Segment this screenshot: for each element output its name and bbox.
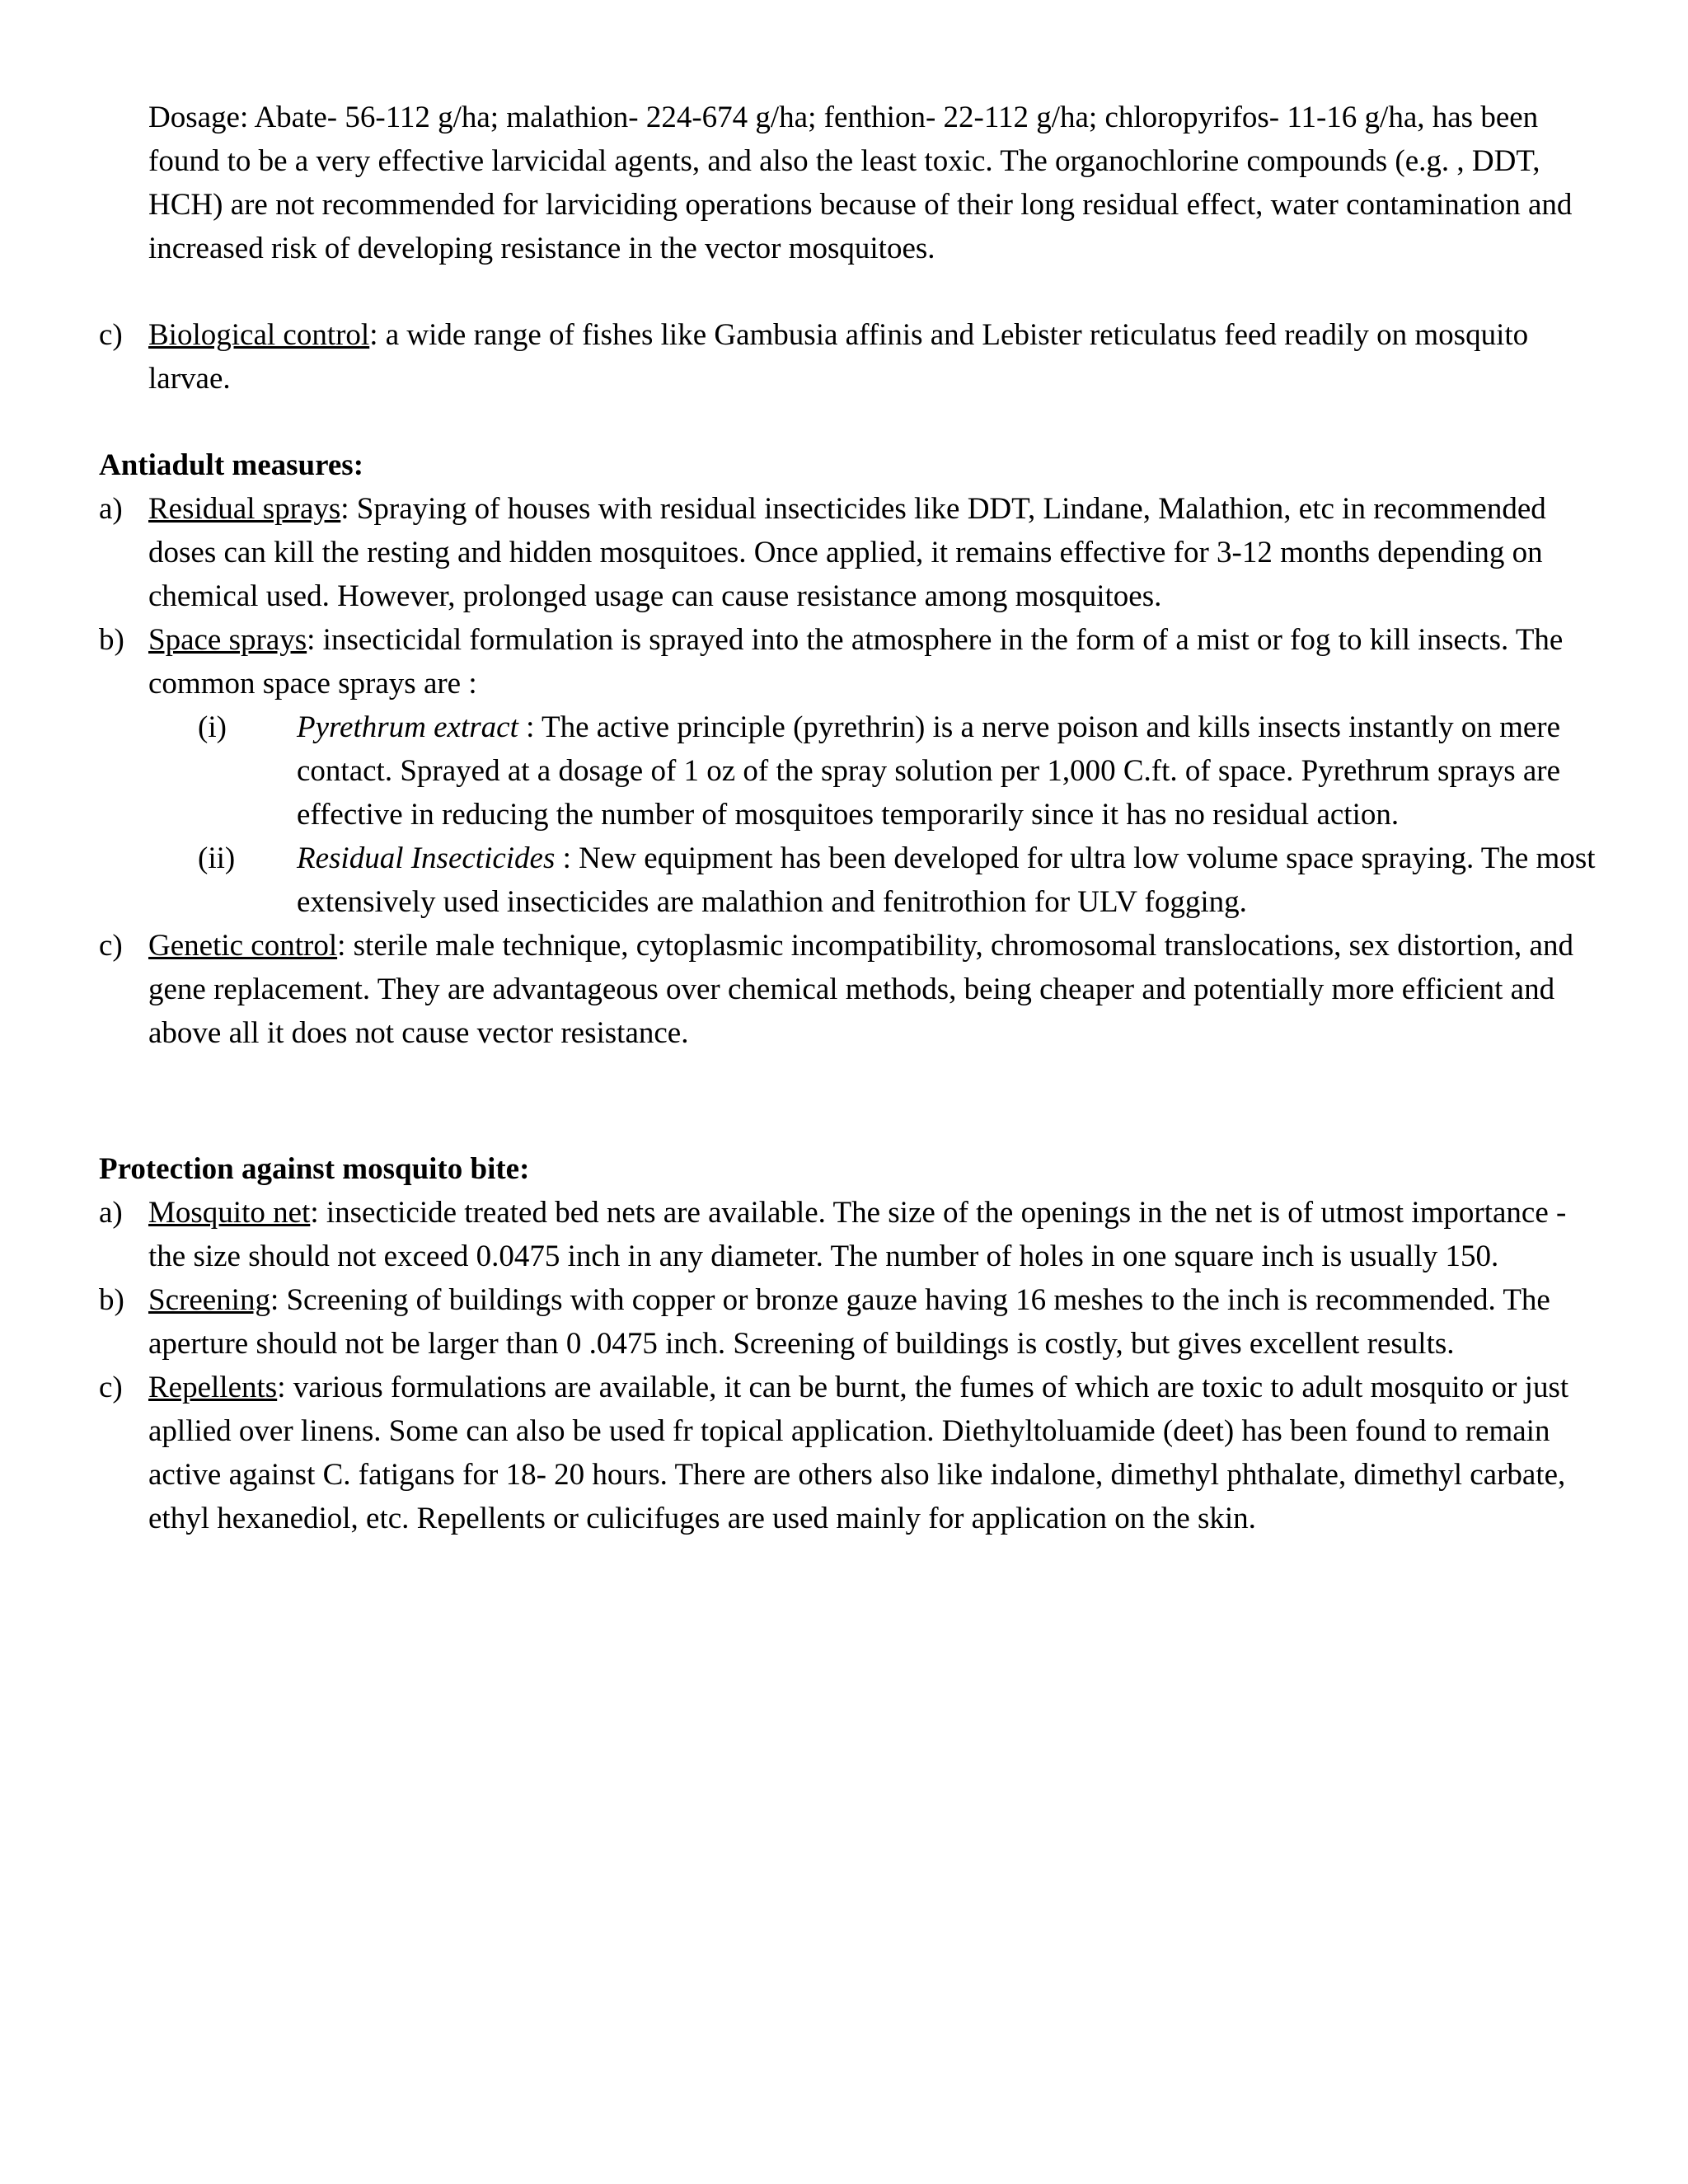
list-item-repellents xyxy=(99,1366,1599,1540)
item-title: Residual sprays xyxy=(148,492,341,526)
item-title: Biological control xyxy=(148,318,370,352)
sublist-item-title: Pyrethrum extract xyxy=(297,710,518,744)
item-text: : sterile male technique, cytoplasmic incompatibility, chromosomal translocations, sex distortion, and gene replacement. They are advantageous over chemical methods, being cheaper and potentially more efficient and above all it does not cause vector resistance. xyxy=(148,929,1573,1050)
list-marker: a) xyxy=(99,492,123,526)
item-title: Screening xyxy=(148,1283,270,1317)
list-item-screening xyxy=(99,1278,1599,1366)
item-text: : insecticidal formulation is sprayed into the atmosphere in the form of a mist or fog to kill insects. The common space sprays are : xyxy=(148,623,1564,701)
item-text: : various formulations are available, it can be burnt, the fumes of which are toxic to adult mosquito or just apllied over linens. Some can also be used fr topical application. Diethyltoluamide (deet) has been found to remain active against C. fatigans for 18- 20 hours. There are others also like indalone, dimethyl phthalate, dimethyl carbate, ethyl hexanediol, etc. Repellents or culicifuges are used mainly for application on the skin. xyxy=(148,1371,1569,1535)
item-title: Genetic control xyxy=(148,929,338,963)
sublist-marker: (ii) xyxy=(198,841,236,875)
antiadult-measures-section xyxy=(99,443,1599,1055)
item-text: : a wide range of fishes like Gambusia affinis and Lebister reticulatus feed readily on mosquito larvae. xyxy=(148,318,1529,396)
biological-control-section xyxy=(99,313,1599,401)
list-item-residual-sprays xyxy=(99,487,1599,618)
item-text: : Spraying of houses with residual insecticides like DDT, Lindane, Malathion, etc in recommended doses can kill the resting and hidden mosquitoes. Once applied, it remains effective for 3-12 months depending on chemical used. However, prolonged usage can cause resistance among mosquitoes. xyxy=(148,492,1546,613)
item-title: Mosquito net xyxy=(148,1196,311,1230)
item-title: Repellents xyxy=(148,1371,278,1404)
list-item-space-sprays xyxy=(99,618,1599,705)
sublist-item-pyrethrum-extract xyxy=(99,705,1599,837)
list-marker: c) xyxy=(99,929,123,963)
sublist-marker: (i) xyxy=(198,710,227,744)
list-item-genetic-control xyxy=(99,924,1599,1055)
list-marker: c) xyxy=(99,318,123,352)
protection-section xyxy=(99,1147,1599,1540)
list-marker: b) xyxy=(99,1283,124,1317)
sublist-item-text: : The active principle (pyrethrin) is a nerve poison and kills insects instantly on mere contact. Sprayed at a dosage of 1 oz of the spray solution per 1,000 C.ft. of space. Pyrethrum sprays are effective in reducing the number of mosquitoes temporarily since it has no residual action. xyxy=(297,710,1561,832)
list-marker: a) xyxy=(99,1196,123,1230)
item-text: : Screening of buildings with copper or bronze gauze having 16 meshes to the inch is recommended. The aperture should not be larger than 0 .0475 inch. Screening of buildings is costly, but gives excellent results. xyxy=(148,1283,1550,1361)
list-marker: c) xyxy=(99,1371,123,1404)
larvicide-dosage-paragraph: Dosage: Abate- 56-112 g/ha; malathion- 224-674 g/ha; fenthion- 22-112 g/ha; chloropyrifos- 11-16 g/ha, has been found to be a very effective larvicidal agents, and also the least toxic. The organochlorine compounds (e.g. , DDT, HCH) are not recommended for larviciding operations because of their long residual effect, water contamination and increased risk of developing resistance in the vector mosquitoes. xyxy=(148,101,1573,265)
item-text: : insecticide treated bed nets are available. The size of the openings in the net is of utmost importance - the size should not exceed 0.0475 inch in any diameter. The number of holes in one square inch is usually 150. xyxy=(148,1196,1567,1273)
list-marker: b) xyxy=(99,623,124,657)
sublist-item-residual-insecticides xyxy=(99,837,1599,924)
section-heading: Antiadult measures: xyxy=(99,448,364,482)
item-title: Space sprays xyxy=(148,623,307,657)
section-heading: Protection against mosquito bite: xyxy=(99,1152,530,1186)
sublist-item-text: : New equipment has been developed for ultra low volume space spraying. The most extensively used insecticides are malathion and fenitrothion for ULV fogging. xyxy=(297,841,1596,919)
sublist-item-title: Residual Insecticides xyxy=(297,841,556,875)
list-item-mosquito-net xyxy=(99,1191,1599,1278)
list-item-biological-control xyxy=(99,313,1599,401)
